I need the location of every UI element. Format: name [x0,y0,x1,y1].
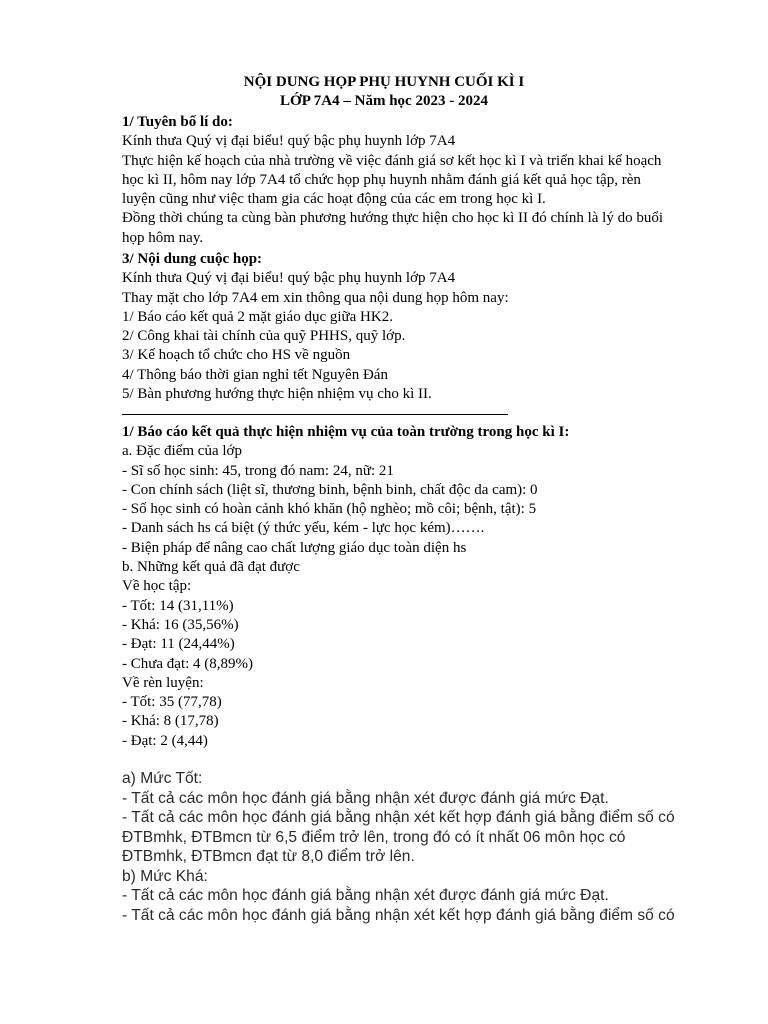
agenda-item: 5/ Bàn phương hướng thực hiện nhiệm vụ cho kì II. [122,386,432,403]
agenda-item: 4/ Thông báo thời gian nghỉ tết Nguyên Đán [122,366,388,383]
section-heading: 1/ Báo cáo kết quả thực hiện nhiệm vụ của toàn trường trong học kì I: [122,424,570,440]
report-line: - Danh sách hs cá biệt (ý thức yếu, kém - lực học kém)……. [122,520,485,537]
report-line: Về rèn luyện: [122,674,204,691]
report-line: - Số học sinh có hoàn cảnh khó khăn (hộ nghèo; mồ côi; bệnh, tật): 5 [122,501,537,518]
horizontal-divider [122,414,508,415]
report-line: - Khá: 16 (35,56%) [122,616,239,633]
criteria-line: - Tất cả các môn học đánh giá bằng nhận xét kết hợp đánh giá bằng điểm số có [122,906,675,924]
agenda-item: 1/ Báo cáo kết quả 2 mặt giáo dục giữa HK2. [122,308,393,325]
paragraph-line: học kì II, hôm nay lớp 7A4 tổ chức họp phụ huynh nhằm đánh giá kết quả học tập, rèn [122,171,641,188]
criteria-line: - Tất cả các môn học đánh giá bằng nhận xét được đánh giá mức Đạt. [122,887,609,904]
section-report [122,423,722,751]
criteria-line: - Tất cả các môn học đánh giá bằng nhận xét kết hợp đánh giá bằng điểm số có [122,809,675,826]
paragraph-line: Kính thưa Quý vị đại biểu! quý bậc phụ huynh lớp 7A4 [122,133,456,150]
section-criteria [122,769,742,925]
report-line: - Sĩ số học sinh: 45, trong đó nam: 24, nữ: 21 [122,462,394,479]
report-line: - Tốt: 35 (77,78) [122,694,222,711]
report-line: a. Đặc điểm của lớp [122,443,242,460]
report-line: - Tốt: 14 (31,11%) [122,597,234,614]
criteria-line: ĐTBmhk, ĐTBmcn đạt từ 8,0 điểm trở lên. [122,848,415,865]
paragraph-line: Đồng thời chúng ta cùng bàn phương hướng thực hiện cho học kì II đó chính là lý do buổi [122,210,664,227]
paragraph-line: luyện cũng như việc tham gia các hoạt động của các em trong học kì I. [122,191,546,208]
criteria-line: b) Mức Khá: [122,867,208,885]
report-line: - Biện pháp để nâng cao chất lượng giáo dục toàn diện hs [122,539,467,556]
section-heading: 3/ Nội dung cuộc họp: [122,251,263,267]
report-line: b. Những kết quả đã đạt được [122,559,300,576]
section-meeting-content [122,250,722,404]
paragraph-line: họp hôm nay. [122,229,204,246]
report-line: - Khá: 8 (17,78) [122,713,219,730]
section-heading: 1/ Tuyên bố lí do: [122,114,233,130]
criteria-line: ĐTBmhk, ĐTBmcn từ 6,5 điểm trở lên, trong đó có ít nhất 06 môn học có [122,828,626,846]
criteria-line: a) Mức Tốt: [122,770,203,787]
agenda-item: 3/ Kế hoạch tổ chức cho HS về nguồn [122,347,351,364]
report-line: - Con chính sách (liệt sĩ, thương binh, bệnh binh, chất độc da cam): 0 [122,481,538,498]
section-reason [122,113,722,248]
paragraph-line: Thực hiện kế hoạch của nhà trường về việc đánh giá sơ kết học kì I và triển khai kế hoạch [122,152,662,169]
report-line: Về học tập: [122,578,192,595]
report-line: - Đạt: 2 (4,44) [122,732,208,749]
document-title: NỘI DUNG HỌP PHỤ HUYNH CUỐI KÌ I [243,74,525,90]
paragraph-line: Thay mặt cho lớp 7A4 em xin thông qua nội dung họp hôm nay: [122,289,509,306]
criteria-line: - Tất cả các môn học đánh giá bằng nhận xét được đánh giá mức Đạt. [122,789,609,807]
report-line: - Đạt: 11 (24,44%) [122,636,235,653]
report-line: - Chưa đạt: 4 (8,89%) [122,655,254,672]
agenda-item: 2/ Công khai tài chính của quỹ PHHS, quỹ lớp. [122,328,406,345]
paragraph-line: Kính thưa Quý vị đại biểu! quý bậc phụ huynh lớp 7A4 [122,270,456,287]
document-subtitle: LỚP 7A4 – Năm học 2023 - 2024 [280,93,488,109]
